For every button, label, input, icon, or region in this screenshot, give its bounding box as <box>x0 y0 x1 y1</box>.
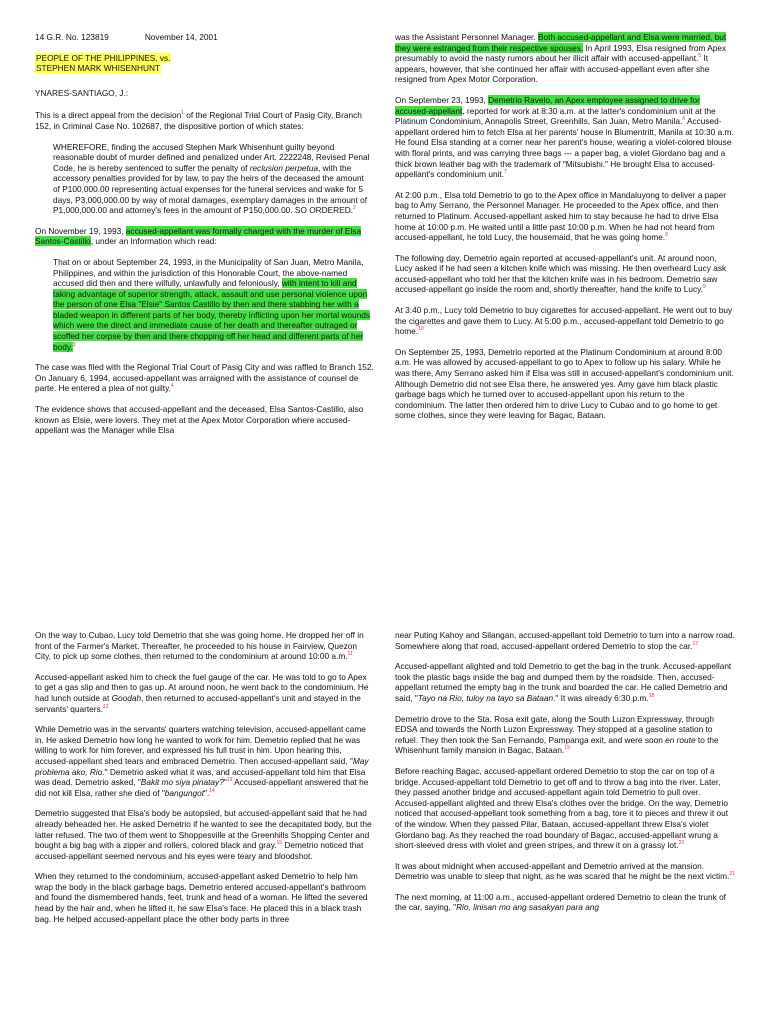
footnote-ref[interactable]: 12 <box>103 703 109 710</box>
footnote-ref[interactable]: 21 <box>729 871 735 878</box>
paragraph: At 2:00 p.m., Elsa told Demetrio to go to the Apex office in Mandaluyong to deliver a paper bag to Amy Serrano, the Personnel Manager. He proceeded to the Apex office, and then returned to Platinum. Accused-appellant asked him to stay because he had to drive Elsa home at 10:00 p.m. He waited until a little past 10:00 p.m. When he had not heard from accused-appellant, he told Lucy, the housemaid, that he was going home.$^8$ <box>395 189 726 243</box>
footnote-ref[interactable]: 1 <box>181 110 184 117</box>
case-date: November 14, 2001 <box>144 32 218 42</box>
paragraph: On November 19, 1993, accused-appellant was formally charged with the murder of Elsa Santos-Castillo, under an Information which read: <box>35 225 362 247</box>
paragraph: On September 25, 1993, Demetrio reported at the Platinum Condominium at around 8:00 a.m. He was allowed by accused-appellant to go to Apex to follow up his salary. While he was there, Amy Serrano asked him if Elsa was still in accused-appellant's condominium unit. Although Demetrio did not see Elsa there, he answered yes. Amy gave him black plastic garbage bags which he turned over to accused-appellant upon his return to the condominium. The latter then ordered him to drive Lucy to Cubao and to go home to get some clothes, since they were leaving for Bagac, Bataan. <box>395 346 734 421</box>
document-page-2 <box>0 620 768 1024</box>
page-separator <box>0 590 768 620</box>
paragraph: The evidence shows that accused-appellant and the deceased, Elsa Santos-Castillo, also known as Elsie, were lovers. They met at the Apex Motor Corporation where accused-appellant was the Manager while Elsa <box>35 404 364 436</box>
footnote-ref[interactable]: 6 <box>682 116 686 123</box>
case-title-line1: PEOPLE OF THE PHILIPPINES, vs. <box>36 52 171 63</box>
footnote-ref[interactable]: 7 <box>504 169 507 176</box>
footnote-ref[interactable]: 9 <box>702 284 706 291</box>
footnote-ref[interactable]: 15 <box>276 840 283 847</box>
paragraph: At 3:40 p.m., Lucy told Demetrio to buy cigarettes for accused-appellant. He went out to buy the cigarettes and gave them to Lucy. At 5:00 p.m., accused-appellant told Demetrio to go home.$^{10}$ <box>395 305 733 337</box>
highlight: with intent to kill and taking advantage of superior strength, attack, assault and use personal violence upon the person of one Elsa "Elsie" Santos Castillo by then and there stabbing her with a bladed weapon in different parts of her body, thereby inflicting upon her mortal wounds which were the direct and immediate cause of her death and thereafter outraged or scoffed her corpse by then and there chopping off her head and different parts of her body. <box>53 278 371 352</box>
highlight: Demetrio Ravelo, an Apex employee assigned to drive for accused-appellant <box>395 94 700 116</box>
paragraph: was the Assistant Personnel Manager. Both accused-appellant and Elsa were married, but they were estranged from their respective spouses. In April 1993, Elsa resigned from Apex presumably to avoid the nasty rumors about her illicit affair with accused-appellant.$^5$ It appears, however, that she continued her affair with accused-appellant even after she resigned from Apex Motor Corporation. <box>395 32 727 85</box>
ponente: YNARES-SANTIAGO, J.: <box>35 87 129 98</box>
paragraph: It was about midnight when accused-appellant and Demetrio arrived at the mansion. Demetrio was unable to sleep that night, as he was scared that he might be the next victim.$^{21}$ <box>395 860 735 882</box>
paragraph: On September 23, 1993, Demetrio Ravelo, an Apex employee assigned to drive for accused-appellant, reported for work at 8:30 a.m. at the latter's condominium unit at the Platinum Condominium, Annapolis Street, Greenhills, San Juan, Metro Manila.$^6$ Accused-appellant ordered him to fetch Elsa at her parents' house in Blumentritt, Manila at 10:30 a.m. He found Elsa standing at a corner near her parent's house, wearing a violet-colored blouse with floral prints, and was carrying three bags --- a paper bag, a violet Giordano bag and a thick brown leather bag with the trademark of "Mitsubishi." He brought Elsa to accused-appellant's condominium unit.$^7$ <box>395 94 734 180</box>
footnote-ref[interactable]: 2 <box>353 205 356 212</box>
footnote-ref[interactable]: 5 <box>698 53 702 60</box>
footnote-ref[interactable]: 14 <box>209 787 215 794</box>
page2-left-column <box>35 630 375 934</box>
block-quote: WHEREFORE, finding the accused Stephen Mark Whisenhunt guilty beyond reasonable doubt of murder defined and penalized under Art. 2222248, Revised Penal Code, he is hereby sentenced to suffer the penalty of reclusion perpetua, with the accessory penalties provided for by law, to pay the heirs of the deceased the amount of P100,000.00 representing actual expenses for the funeral services and wake for 5 days, P3,000,000.00 by way of moral damages, exemplary damages in the amount of P1,000,000.00 and attorney's fees in the amount of P150,000.00. SO ORDERED.$^2$ <box>53 141 370 216</box>
paragraph: The next morning, at 11:00 a.m., accused-appellant ordered Demetrio to clean the trunk of the car, saying, "Rio, linisan mo ang sasakyan para ang <box>395 891 726 913</box>
highlight: Both accused-appellant and Elsa were married, but they were estranged from their respective spouses. <box>395 32 727 53</box>
footnote-ref[interactable]: 17 <box>692 640 699 647</box>
paragraph: Demetrio drove to the Sta. Rosa exit gate, along the South Luzon Expressway, through EDSA and towards the North Luzon Expressway. They stopped at a gasoline station to refuel. They then took the San Fernando, Pampanga exit, and were soon en route to the Whisenhunt family mansion in Bagac, Bataan.$^{19}$ <box>395 713 719 756</box>
case-title-line2: STEPHEN MARK WHISENHUNT <box>36 63 160 74</box>
paragraph: On the way to Cubao, Lucy told Demetrio that she was going home. He dropped her off in front of the Farmer's Market. Thereafter, he proceeded to his house in Fairview, Quezon City, to pick up some clothes, then returned to the condominium at around 10:00 a.m.$^{11}$ <box>35 630 364 662</box>
highlight: accused-appellant was formally charged with the murder of Elsa Santos-Castillo <box>35 225 362 247</box>
block-quote: That on or about September 24, 1993, in the Municipality of San Juan, Metro Manila, Philippines, and within the jurisdiction of this Honorable Court, the above-named accused did then and there wilfully, unlawfully and feloniously, with intent to kill and taking advantage of superior strength, attack, assault and use personal violence upon the person of one Elsa "Elsie" Santos Castillo by then and there stabbing her with a bladed weapon in different parts of her body, thereby inflicting upon her mortal wounds which were the direct and immediate cause of her death and thereafter outraged or scoffed her corpse by then and there chopping off her head and different parts of her body.$^3$ <box>53 256 371 352</box>
paragraph: Demetrio suggested that Elsa's body be autopsied, but accused-appellant said that he had already beheaded her. He asked Demetrio if he wanted to see the decapitated body, but the latter refused. The two of them went to Shoppesville at the Greenhills Shopping Center and bought a big bag with a zipper and rollers, colored black and gray.$^{15}$ Demetrio noticed that accused-appellant seemed nervous and his eyes were teary and bloodshot. <box>35 808 372 861</box>
footnote-ref[interactable]: 19 <box>564 745 570 752</box>
paragraph: Before reaching Bagac, accused-appellant ordered Demetrio to stop the car on top of a bridge. Accused-appellant told Demetrio to get off and to throw a bag into the river. Later, they passed another bridge and accused-appellant again told Demetrio to pull over. Accused-appellant alighted and threw Elsa's clothes over the bridge. On the way, Demetrio noticed that accused-appellant took something from a bag, tore it to pieces and threw it out of the window. When they passed Pilar, Bataan, accused-appellant threw Elsa's violet Giordano bag. As they reached the road boundary of Bagac, accused-appellant wrung a short-sleeved dress with violet and green stripes, and threw it on a grassy lot.$^{20}$ <box>395 765 729 851</box>
footnote-ref[interactable]: 8 <box>665 232 668 239</box>
footnote-ref[interactable]: 13 <box>226 777 233 784</box>
page1-left-column <box>35 32 375 446</box>
paragraph: Accused-appellant alighted and told Demetrio to get the bag in the trunk. Accused-appellant took the plastic bags inside the bag and dumped them by the roadside. Then, accused-appellant returned the empty bag in the trunk and boarded the car. He called Demetrio and said, "Tayo na Rio, tuloy na tayo sa Bataan." It was already 6:30 p.m.$^{18}$ <box>395 661 732 703</box>
paragraph: Accused-appellant asked him to check the fuel gauge of the car. He was told to go to Apex to get a gas slip and then to gas up. At around noon, he went back to the condominium. He had lunch outside at Goodah, then returned to accused-appellant's unit and stayed in the servants' quarters.$^{12}$ <box>35 671 369 714</box>
paragraph: While Demetrio was in the servants' quarters watching television, accused-appellant came in. He asked Demetrio how long he wanted to work for him. Demetrio replied that he was willing to work for him forever, and expressed his full trust in him. Upon hearing this, accused-appellant shed tears and embraced Demetrio. Then accused-appellant said, "May problema ako, Rio." Demetrio asked what it was, and accused-appellant told him that Elsa was dead. Demetrio asked, "Bakit mo siya pinatay?"$^{13}$ Accused-appellant answered that he did not kill Elsa, rather she died of "bangungot".$^{14}$ <box>35 724 369 798</box>
footnote-ref[interactable]: 20 <box>678 840 685 847</box>
paragraph: near Puting Kahoy and Silangan, accused-appellant told Demetrio to turn into a narrow road. Somewhere along that road, accused-appellant ordered Demetrio to stop the car.$^{17}$ <box>395 630 735 651</box>
footnote-ref[interactable]: 11 <box>347 651 353 658</box>
paragraph: When they returned to the condominium, accused-appellant asked Demetrio to help him wrap the body in the black garbage bags. Demetrio entered accused-appellant's bathroom and found the dismembered hands, feet, trunk and head of a woman. He lifted the severed head by the hair and, when he lifted it, he saw Elsa's face. He placed this in a black trash bag. He helped accused-appellant place the other body parts in three <box>35 871 368 924</box>
footnote-ref[interactable]: 18 <box>648 693 655 700</box>
footnote-ref[interactable]: 4 <box>170 383 174 390</box>
page2-right-column <box>395 630 735 923</box>
paragraph: This is a direct appeal from the decision$^1$ of the Regional Trial Court of Pasig City, Branch 152, in Criminal Case No. 102687, the dispositive portion of which states: <box>35 110 362 131</box>
case-header <box>35 32 375 43</box>
footnote-ref[interactable]: 10 <box>418 326 424 333</box>
page1-right-column <box>395 32 735 431</box>
paragraph: The case was filed with the Regional Trial Court of Pasig City and was raffled to Branch 152. On January 6, 1994, accused-appellant was arraigned with the assistance of counsel de parte. He entered a plea of not guilty.$^4$ <box>35 362 374 394</box>
paragraph: The following day, Demetrio again reported at accused-appellant's unit. At around noon, Lucy asked if he had seen a kitchen knife which was missing. He then overheard Lucy ask accused-appellant who told her that the kitchen knife was in his bedroom. Demetrio saw accused-appellant go inside the room and, shortly thereafter, hand the knife to Lucy.$^9$ <box>395 252 727 295</box>
footnote-ref[interactable]: 3 <box>72 341 76 348</box>
case-number: 14 G.R. No. 123819 <box>35 32 109 42</box>
